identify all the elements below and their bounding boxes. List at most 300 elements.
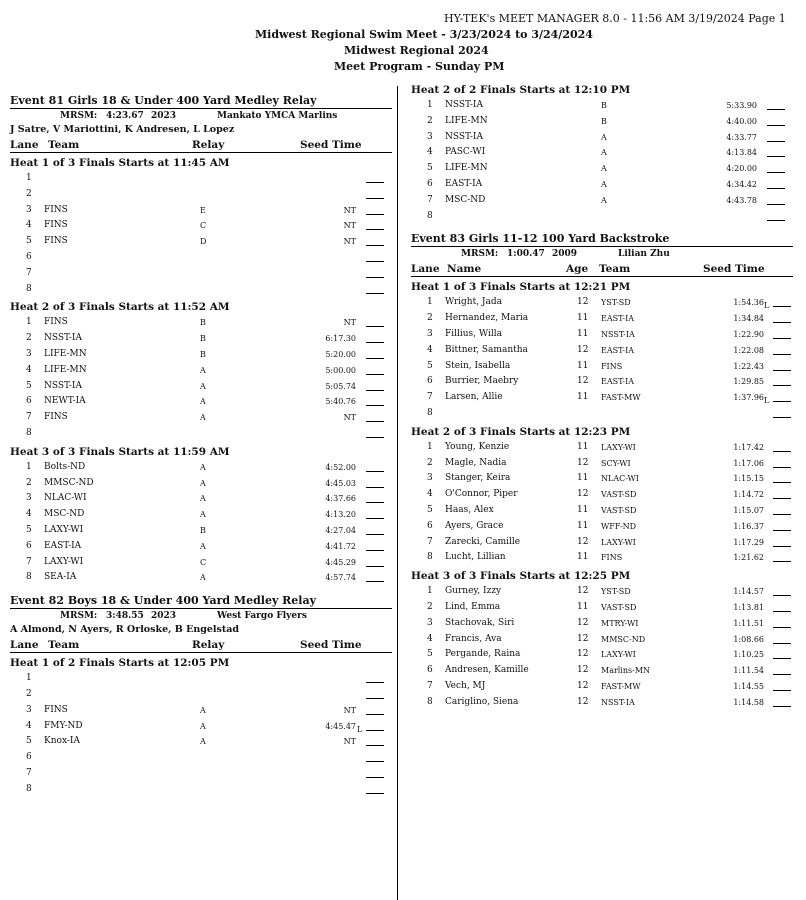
lane-number: 8 — [427, 552, 433, 563]
write-in-line — [366, 214, 384, 215]
record-swimmers: J Satre, V Mariottini, K Andresen, L Lopez — [10, 124, 235, 135]
seed-time: NT — [343, 413, 356, 423]
write-in-line — [366, 518, 384, 519]
relay-letter: A — [601, 195, 607, 205]
team-name: VAST-SD — [601, 490, 637, 500]
seed-time: 1:13.81 — [733, 602, 764, 612]
lane-row — [10, 282, 392, 298]
lane-row — [411, 327, 793, 343]
swimmer-name: Francis, Ava — [445, 633, 502, 644]
seed-time: 1:22.90 — [733, 329, 764, 339]
write-in-line — [767, 125, 785, 126]
team-name: MSC-ND — [44, 509, 85, 520]
col-team: Team — [599, 263, 631, 276]
team-name: NLAC-WI — [601, 474, 639, 484]
meet-subtitle: Midwest Regional 2024 — [344, 44, 489, 57]
team-name: LIFE-MN — [44, 348, 87, 359]
swimmer-name: Hernandez, Maria — [445, 313, 529, 324]
lane-number: 7 — [427, 392, 433, 403]
lane-number: 8 — [427, 696, 433, 707]
write-in-line — [366, 261, 384, 262]
seed-time: 4:45.47 — [325, 721, 356, 731]
lane-number: 7 — [26, 412, 32, 423]
seed-time: 4:13.20 — [325, 510, 356, 520]
lane-number: 2 — [26, 688, 32, 699]
write-in-line — [773, 611, 791, 612]
team-name: Bolts-ND — [44, 461, 86, 472]
seed-time: NT — [343, 237, 356, 247]
write-in-line — [366, 566, 384, 567]
lane-number: 1 — [26, 461, 32, 472]
lane-row — [10, 539, 392, 555]
swimmer-name: Vech, MJ — [445, 680, 486, 691]
team-name: FINS — [601, 553, 623, 563]
left-column — [10, 86, 392, 798]
relay-letter: D — [200, 237, 207, 247]
team-name: MSC-ND — [445, 194, 486, 205]
lane-number: 4 — [26, 364, 32, 375]
lane-number: 8 — [427, 407, 433, 418]
write-in-line — [773, 498, 791, 499]
lane-number: 5 — [427, 163, 433, 174]
write-in-line — [366, 777, 384, 778]
team-name: FINS — [44, 317, 68, 328]
seed-time: 1:15.15 — [733, 474, 764, 484]
swimmer-name: Gurney, Izzy — [445, 586, 502, 597]
write-in-line — [366, 534, 384, 535]
seed-time: 5:20.00 — [325, 349, 356, 359]
event-record — [10, 609, 392, 623]
swimmer-name: Lind, Emma — [445, 601, 501, 612]
team-name: EAST-IA — [601, 345, 635, 355]
lane-row — [10, 782, 392, 798]
write-in-line — [767, 109, 785, 110]
lane-row — [10, 187, 392, 203]
relay-letter: A — [601, 148, 607, 158]
column-header — [10, 139, 392, 153]
write-in-line — [767, 141, 785, 142]
swimmer-name: Andresen, Kamille — [445, 665, 529, 676]
swimmer-age: 12 — [577, 297, 589, 308]
team-name: YST-SD — [601, 587, 631, 597]
lane-number: 3 — [427, 328, 433, 339]
lane-number: 4 — [427, 633, 433, 644]
record-holder: Mankato YMCA Marlins — [217, 111, 338, 121]
swimmer-age: 12 — [577, 680, 589, 691]
lane-row — [411, 456, 793, 472]
col-team: Team — [48, 639, 80, 652]
record-swimmers: A Almond, N Ayers, R Orloske, B Engelstad — [10, 624, 240, 636]
lane-row — [411, 130, 793, 146]
lane-row — [411, 177, 793, 193]
lane-row — [10, 766, 392, 782]
team-name: NSST-IA — [601, 329, 635, 339]
lane-number: 7 — [26, 267, 32, 278]
write-in-line — [773, 417, 791, 418]
record-time: 1:00.47 — [507, 249, 545, 260]
lane-row — [10, 203, 392, 219]
event-81 — [10, 94, 392, 586]
write-in-line — [773, 674, 791, 675]
lane-row — [411, 161, 793, 177]
event-heats — [10, 655, 392, 797]
write-in-line — [773, 658, 791, 659]
team-name: NEWT-IA — [44, 396, 86, 407]
seed-time: 4:43.78 — [726, 195, 757, 205]
lane-row — [411, 616, 793, 632]
seed-time: 4:13.84 — [726, 148, 757, 158]
lane-number: 5 — [26, 524, 32, 535]
lane-number: 7 — [427, 680, 433, 691]
team-name: YST-SD — [601, 298, 631, 308]
seed-time: 1:17.42 — [733, 442, 764, 452]
relay-letter: C — [200, 221, 207, 231]
team-name: FINS — [44, 412, 68, 423]
lane-row — [411, 98, 793, 114]
lane-number: 7 — [427, 536, 433, 547]
relay-letter: A — [200, 721, 206, 731]
col-lane: Lane — [411, 263, 440, 276]
lane-row — [411, 695, 793, 711]
lane-number: 2 — [26, 333, 32, 344]
write-in-line — [773, 514, 791, 515]
write-in-line — [773, 451, 791, 452]
write-in-line — [366, 374, 384, 375]
seed-time: NT — [343, 705, 356, 715]
lane-row — [411, 311, 793, 327]
lane-row — [10, 460, 392, 476]
lane-row — [411, 390, 793, 406]
write-in-line — [773, 561, 791, 562]
col-seed: Seed Time — [300, 639, 362, 652]
lane-number: 4 — [26, 220, 32, 231]
swimmer-name: Burrier, Maebry — [445, 376, 519, 387]
lane-row — [411, 114, 793, 130]
seed-time: 4:52.00 — [325, 462, 356, 472]
relay-letter: A — [200, 462, 206, 472]
relay-letter: B — [601, 116, 607, 126]
write-in-line — [366, 550, 384, 551]
relay-letter: B — [601, 101, 607, 110]
seed-time: 4:57.74 — [325, 573, 356, 583]
lane-row — [411, 663, 793, 679]
lane-row — [411, 343, 793, 359]
lane-number: 5 — [26, 736, 32, 747]
lane-row — [10, 570, 392, 586]
lane-number: 6 — [427, 520, 433, 531]
record-holder: Lilian Zhu — [618, 249, 670, 260]
write-in-line — [366, 682, 384, 683]
lane-row — [10, 719, 392, 735]
lane-number: 2 — [427, 601, 433, 612]
write-in-line — [773, 530, 791, 531]
col-age: Age — [566, 263, 589, 276]
relay-letter: A — [200, 478, 206, 488]
swimmer-name: Larsen, Allie — [445, 392, 503, 403]
write-in-line — [773, 370, 791, 371]
software-stamp: HY-TEK's MEET MANAGER 8.0 - 11:56 AM 3/19/2024 Page 1 — [444, 12, 786, 25]
seed-time: 4:41.72 — [325, 541, 356, 551]
relay-letter: A — [200, 381, 206, 391]
seed-flag: L — [764, 301, 770, 311]
seed-time: 4:27.04 — [325, 525, 356, 535]
seed-time: 4:45.03 — [325, 478, 356, 488]
seed-time: NT — [343, 737, 356, 747]
seed-time: 1:29.85 — [733, 377, 764, 387]
lane-row — [411, 600, 793, 616]
page-header — [0, 0, 806, 80]
heat-title: Heat 1 of 3 Finals Starts at 12:21 PM — [411, 281, 631, 294]
team-name: LAXY-WI — [44, 524, 84, 535]
seed-time: 1:11.51 — [733, 618, 764, 628]
seed-time: 1:21.62 — [733, 553, 764, 563]
lane-row — [10, 687, 392, 703]
write-in-line — [773, 482, 791, 483]
write-in-line — [767, 172, 785, 173]
seed-time: 5:00.00 — [325, 365, 356, 375]
team-name: LAXY-WI — [601, 650, 636, 660]
relay-letter: A — [601, 132, 607, 142]
lane-row — [10, 394, 392, 410]
team-name: FINS — [601, 361, 623, 371]
swimmer-age: 12 — [577, 586, 589, 597]
lane-number: 8 — [26, 427, 32, 438]
team-name: EAST-IA — [601, 377, 635, 387]
team-name: PASC-WI — [445, 147, 486, 158]
lane-number: 6 — [26, 540, 32, 551]
relay-letter: A — [200, 494, 206, 504]
write-in-line — [366, 730, 384, 731]
swimmer-age: 12 — [577, 665, 589, 676]
column-divider — [397, 86, 398, 900]
lane-row — [411, 209, 793, 225]
seed-time: 4:20.00 — [726, 164, 757, 174]
team-name: LAXY-WI — [601, 442, 636, 452]
relay-letter: A — [601, 164, 607, 174]
lane-row — [411, 374, 793, 390]
team-name: LAXY-WI — [44, 556, 84, 567]
write-in-line — [366, 277, 384, 278]
lane-row — [10, 476, 392, 492]
col-seed: Seed Time — [300, 139, 362, 151]
seed-time: 1:34.84 — [733, 314, 764, 324]
seed-time: NT — [343, 318, 356, 328]
swimmer-name: Stachovak, Siri — [445, 617, 515, 628]
lane-number: 7 — [26, 556, 32, 567]
right-column — [411, 80, 793, 711]
lane-number: 3 — [427, 617, 433, 628]
lane-row — [411, 145, 793, 161]
relay-letter: B — [200, 525, 206, 535]
lane-row — [411, 295, 793, 311]
team-name: SCY-WI — [601, 458, 631, 468]
swimmer-name: Bittner, Samantha — [445, 344, 528, 355]
swimmer-age: 12 — [577, 536, 589, 547]
col-team: Team — [48, 139, 80, 151]
team-name: FMY-ND — [44, 720, 83, 731]
lane-number: 6 — [26, 752, 32, 763]
write-in-line — [366, 581, 384, 582]
lane-row — [411, 679, 793, 695]
heat-title: Heat 2 of 3 Finals Starts at 11:52 AM — [10, 301, 230, 314]
record-time: 3:48.55 — [106, 611, 144, 622]
team-name: EAST-IA — [601, 314, 635, 324]
write-in-line — [773, 322, 791, 323]
lane-row — [10, 750, 392, 766]
relay-letter: A — [200, 365, 206, 375]
seed-flag: L — [357, 724, 363, 734]
swimmer-name: Fillius, Willa — [445, 328, 502, 339]
record-year: 2023 — [151, 111, 177, 121]
swimmer-name: Magle, Nadia — [445, 457, 507, 468]
lane-row — [10, 315, 392, 331]
swimmer-age: 11 — [577, 473, 589, 484]
swimmer-age: 12 — [577, 617, 589, 628]
lane-number: 6 — [26, 251, 32, 262]
lane-number: 6 — [26, 396, 32, 407]
write-in-line — [773, 643, 791, 644]
write-in-line — [366, 714, 384, 715]
heat-title: Heat 3 of 3 Finals Starts at 11:59 AM — [10, 445, 230, 458]
swimmer-name: Ayers, Grace — [445, 520, 504, 531]
lane-row — [10, 266, 392, 282]
team-name: LIFE-MN — [445, 163, 488, 174]
swimmer-name: Pergande, Raina — [445, 649, 521, 660]
write-in-line — [773, 354, 791, 355]
lane-number: 5 — [427, 504, 433, 515]
lane-number: 2 — [427, 115, 433, 126]
swimmer-age: 12 — [577, 696, 589, 707]
relay-letter: B — [200, 318, 206, 328]
lane-number: 6 — [427, 376, 433, 387]
lane-row — [411, 535, 793, 551]
seed-time: 1:15.07 — [733, 505, 764, 515]
seed-time: 1:11.54 — [733, 666, 764, 676]
write-in-line — [767, 220, 785, 221]
col-seed: Seed Time — [703, 263, 765, 276]
lane-number: 8 — [26, 783, 32, 794]
lane-number: 3 — [427, 473, 433, 484]
col-lane: Lane — [10, 639, 39, 652]
relay-letter: B — [200, 349, 206, 359]
event-heats — [411, 279, 793, 710]
seed-time: 5:33.90 — [726, 101, 757, 110]
lane-row — [411, 487, 793, 503]
write-in-line — [366, 421, 384, 422]
lane-number: 2 — [26, 188, 32, 199]
event-record — [10, 109, 392, 123]
record-year: 2023 — [151, 611, 177, 622]
swimmer-age: 12 — [577, 376, 589, 387]
swimmer-name: Young, Kenzie — [445, 441, 510, 452]
lane-number: 8 — [26, 283, 32, 294]
seed-time: 1:14.72 — [733, 490, 764, 500]
swimmer-age: 11 — [577, 360, 589, 371]
write-in-line — [366, 182, 384, 183]
lane-number: 4 — [427, 489, 433, 500]
team-name: EAST-IA — [445, 178, 483, 189]
write-in-line — [366, 229, 384, 230]
lane-row — [10, 507, 392, 523]
write-in-line — [366, 698, 384, 699]
team-name: WFF-ND — [601, 521, 637, 531]
relay-letter: E — [200, 205, 206, 215]
lane-number: 3 — [26, 348, 32, 359]
lane-number: 5 — [26, 236, 32, 247]
swimmer-name: Zarecki, Camille — [445, 536, 521, 547]
team-name: NSST-IA — [601, 697, 635, 707]
seed-time: 1:14.58 — [733, 697, 764, 707]
seed-time: 4:33.77 — [726, 132, 757, 142]
record-time: 4:23.67 — [106, 111, 144, 121]
lane-row — [411, 406, 793, 422]
lane-number: 5 — [427, 649, 433, 660]
lane-number: 4 — [26, 720, 32, 731]
relay-letter: A — [200, 413, 206, 423]
lane-number: 3 — [26, 204, 32, 215]
write-in-line — [773, 401, 791, 402]
seed-time: 1:54.36 — [733, 298, 764, 308]
team-name: LIFE-MN — [44, 364, 87, 375]
col-lane: Lane — [10, 139, 39, 151]
write-in-line — [773, 306, 791, 307]
heat-title: Heat 2 of 2 Finals Starts at 12:10 PM — [411, 84, 631, 96]
heat-title: Heat 1 of 2 Finals Starts at 12:05 PM — [10, 657, 230, 670]
lane-number: 4 — [26, 509, 32, 520]
event-83 — [411, 232, 793, 710]
seed-time: 1:17.29 — [733, 537, 764, 547]
relay-letter: C — [200, 557, 207, 567]
team-name: NSST-IA — [44, 333, 82, 344]
team-name: FAST-MW — [601, 393, 641, 403]
swimmer-name: Wright, Jada — [445, 297, 503, 308]
lane-row — [10, 363, 392, 379]
lane-number: 7 — [427, 194, 433, 205]
team-name: MMSC-ND — [601, 634, 646, 644]
lane-number: 4 — [427, 344, 433, 355]
lane-row — [10, 491, 392, 507]
lane-number: 1 — [26, 173, 32, 183]
lane-row — [10, 218, 392, 234]
lane-number: 5 — [427, 360, 433, 371]
write-in-line — [366, 342, 384, 343]
lane-number: 1 — [427, 441, 433, 452]
lane-number: 1 — [427, 100, 433, 110]
write-in-line — [366, 437, 384, 438]
write-in-line — [773, 338, 791, 339]
team-name: SEA-IA — [44, 572, 77, 583]
lane-row — [10, 250, 392, 266]
lane-row — [411, 550, 793, 566]
record-label: MRSM: — [461, 249, 499, 260]
swimmer-age: 12 — [577, 457, 589, 468]
team-name: MMSC-ND — [44, 477, 94, 488]
relay-letter: A — [200, 705, 206, 715]
write-in-line — [773, 546, 791, 547]
heat-title: Heat 1 of 3 Finals Starts at 11:45 AM — [10, 157, 230, 169]
heat-title: Heat 3 of 3 Finals Starts at 12:25 PM — [411, 570, 631, 583]
lane-number: 2 — [427, 457, 433, 468]
lane-number: 3 — [427, 131, 433, 142]
seed-time: 5:05.74 — [325, 381, 356, 391]
team-name: FINS — [44, 220, 68, 231]
write-in-line — [366, 745, 384, 746]
lane-number: 3 — [26, 493, 32, 504]
lane-number: 8 — [26, 572, 32, 583]
swimmer-age: 12 — [577, 489, 589, 500]
write-in-line — [767, 188, 785, 189]
lane-row — [411, 647, 793, 663]
